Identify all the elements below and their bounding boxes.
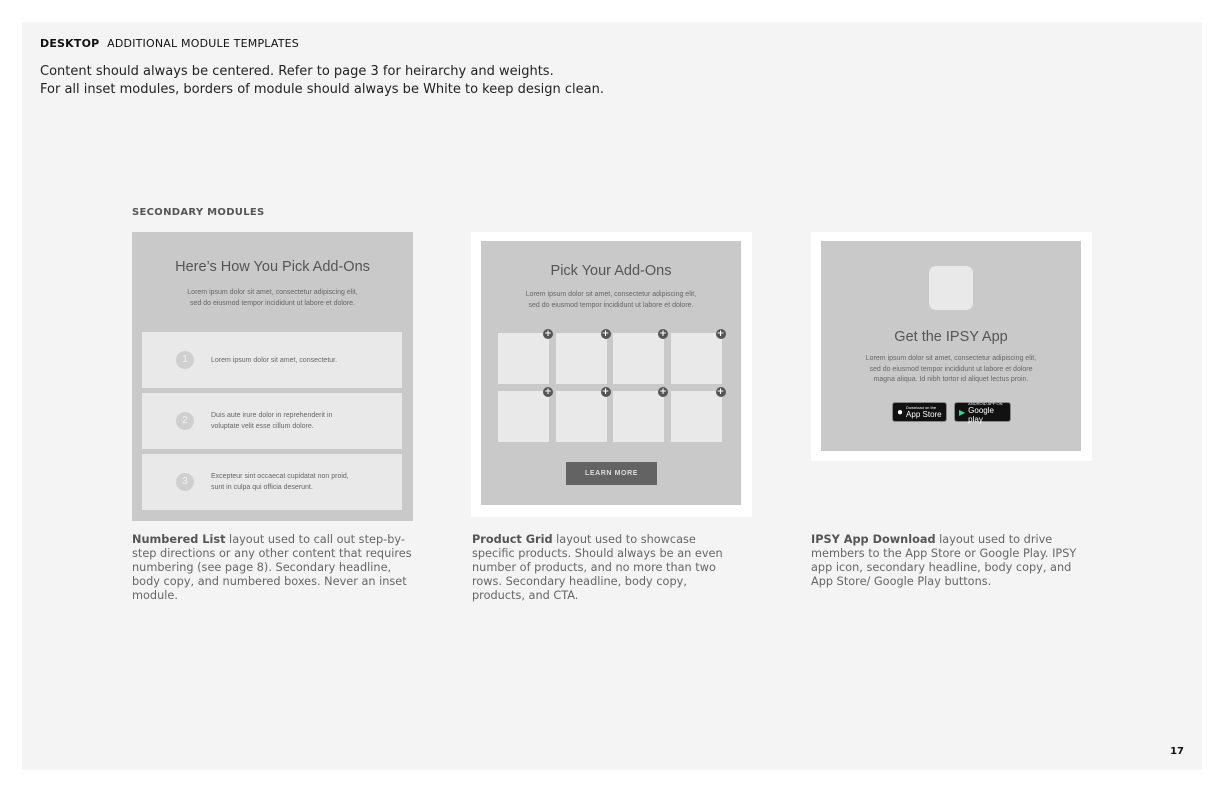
step-number: 1 [176,351,194,369]
module-body [132,288,413,309]
caption-bold: IPSY App Download [811,533,936,546]
app-download-frame [811,232,1092,461]
body-line: sed do eiusmod tempor incididunt ut labore et dolore. [190,299,355,307]
step-box [142,454,402,510]
module-body [481,290,741,311]
google-play-button[interactable] [954,402,1011,422]
body-line: magna aliqua. Id nibh tortor id aliquet lectus proin. [873,376,1029,383]
product-tile[interactable] [613,333,664,384]
step-text [211,332,371,388]
add-product-icon[interactable]: + [544,329,552,339]
page [22,22,1202,770]
product-grid-caption [472,533,742,603]
product-grid-module [481,241,741,505]
apple-icon: ● [897,406,904,418]
add-product-icon[interactable]: + [601,386,610,397]
step-number: 2 [176,412,194,430]
step-box [142,332,402,388]
app-store-small: Download on the [906,405,937,410]
caption-bold: Product Grid [472,533,553,546]
body-line: sed do eiusmod tempor incididunt ut labore et dolore. [528,301,694,309]
product-tile[interactable] [556,333,607,384]
module-title: Pick Your Add-Ons [550,263,672,279]
learn-more-button[interactable]: LEARN MORE [566,462,657,485]
numbered-list-module [132,232,413,521]
add-product-icon[interactable]: + [716,386,725,397]
module-title: Get the IPSY App [894,329,1008,345]
module-body [821,354,1081,386]
caption-bold: Numbered List [132,533,226,546]
add-product-icon[interactable]: + [659,386,667,397]
google-play-small: ANDROID APP ON [968,400,1003,406]
header-section: DESKTOP [40,37,100,50]
caption-text: layout used to call out step-by-step directions or any other content that requires numbering (see page 8). Secondary headline, body copy, and numbered boxes. Never an inset module. [132,533,412,602]
product-tile[interactable] [556,391,607,442]
play-icon: ▶ [959,407,966,417]
product-tile[interactable] [671,391,722,442]
body-line: Lorem ipsum dolor sit amet, consectetur adipiscing elit, [525,291,697,298]
app-icon [929,266,973,310]
step-line: Excepteur sint occaecat cupidatat non proid, [211,473,349,480]
caption-text: layout used to showcase specific products. Should always be an even number of products, and no more than two rows. Secondary headline, body copy, products, and CTA. [472,533,723,602]
step-text [211,454,371,510]
intro-text [40,63,604,99]
header-title: ADDITIONAL MODULE TEMPLATES [107,37,299,50]
app-download-module [821,241,1081,451]
add-product-icon[interactable]: + [659,329,667,339]
step-line: sunt in culpa qui officia deserunt. [211,484,313,491]
body-line: Lorem ipsum dolor sit amet, consectetur adipiscing elit, [865,355,1037,362]
add-product-icon[interactable]: + [601,329,610,339]
step-number: 3 [176,473,194,491]
app-download-caption [811,533,1091,589]
intro-line: For all inset modules, borders of module should always be White to keep design clean. [40,82,604,97]
product-grid-frame [471,232,752,517]
product-tile[interactable] [613,391,664,442]
step-line: voluptate velit esse cillum dolore. [211,423,314,430]
page-number: 17 [1170,746,1184,757]
step-line: Lorem ipsum dolor sit amet, consectetur. [211,356,338,364]
app-store-button[interactable] [892,402,947,422]
product-tile[interactable] [498,333,549,384]
step-text [211,393,371,449]
numbered-list-caption [132,533,417,603]
section-label: SECONDARY MODULES [132,207,265,218]
step-box [142,393,402,449]
app-store-large: App Store [906,410,942,419]
product-tile[interactable] [498,391,549,442]
body-line: Lorem ipsum dolor sit amet, consectetur adipiscing elit, [187,289,358,296]
add-product-icon[interactable]: + [544,386,552,397]
page-header [40,37,299,50]
intro-line: Content should always be centered. Refer to page 3 for heirarchy and weights. [40,64,554,79]
caption-text: layout used to drive members to the App Store or Google Play. IPSY app icon, secondary headline, body copy, and App Store/ Google Play buttons. [811,533,1077,588]
add-product-icon[interactable]: + [716,329,725,339]
google-play-large: Google play [968,405,994,424]
body-line: sed do eiusmod tempor incididunt ut labore et dolore [869,365,1033,373]
module-title: Here’s How You Pick Add-Ons [175,259,370,275]
product-tile[interactable] [671,333,722,384]
step-line: Duis aute irure dolor in reprehenderit in [211,412,333,419]
